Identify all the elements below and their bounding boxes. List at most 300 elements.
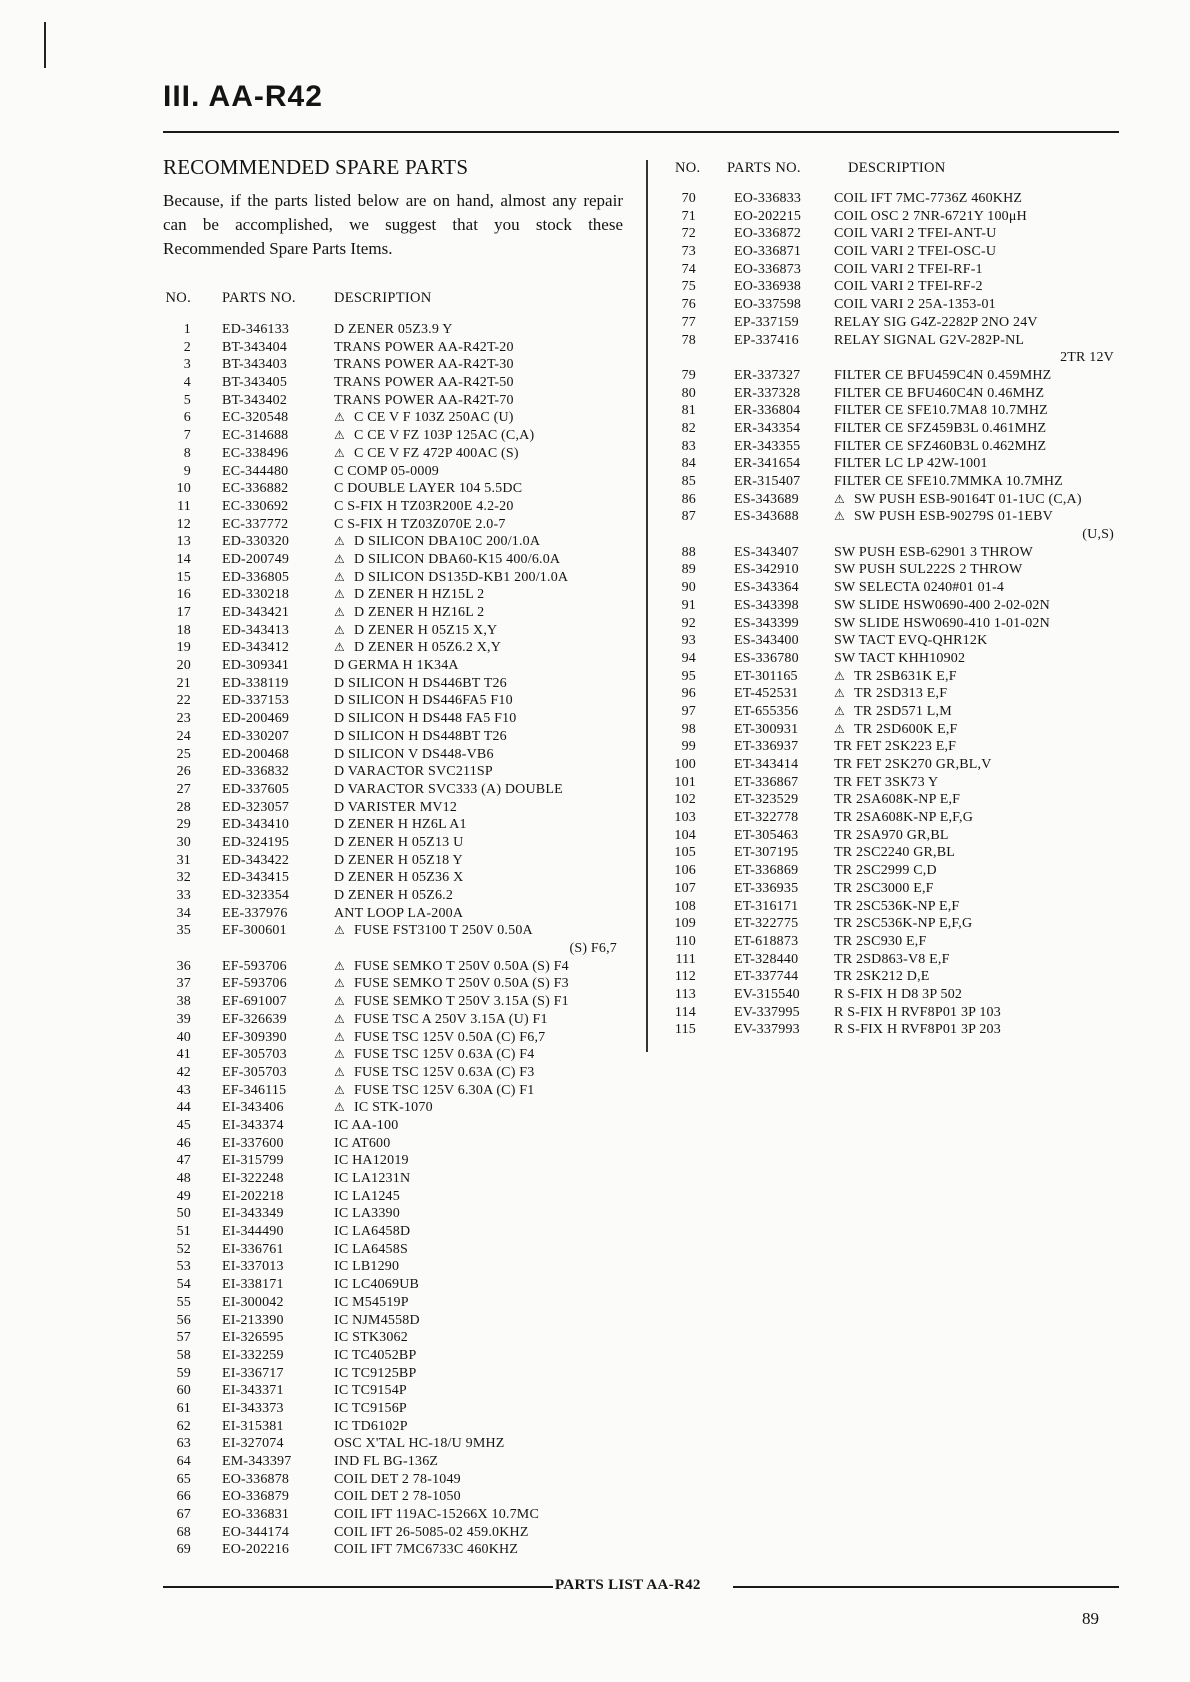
part-number: EP-337416 [734, 332, 799, 348]
table-row [660, 544, 1120, 562]
item-number: 36 [176, 958, 191, 974]
description-continuation: 2TR 12V [1060, 350, 1114, 366]
part-number: EC-330692 [222, 498, 289, 514]
description-text: IC STK-1070 [353, 1100, 433, 1116]
part-number: ET-323529 [734, 792, 799, 808]
table-row [660, 738, 1120, 756]
table-row [660, 685, 1120, 703]
description-text: IC TC9154P [334, 1383, 407, 1399]
table-row [163, 1435, 623, 1453]
part-number: EI-202218 [222, 1188, 284, 1204]
item-number: 84 [681, 456, 696, 472]
part-number: ES-336780 [734, 650, 799, 666]
table-row [163, 604, 623, 622]
table-row [660, 1021, 1120, 1039]
item-number: 24 [176, 728, 191, 744]
part-number: ER-343355 [734, 438, 801, 454]
part-number: ET-336935 [734, 880, 799, 896]
part-description [830, 615, 1124, 633]
page-heading: RECOMMENDED SPARE PARTS [163, 155, 469, 179]
description-text: IC NJM4558D [334, 1312, 420, 1328]
table-row [660, 491, 1120, 509]
table-row [163, 586, 623, 604]
item-number: 3 [183, 357, 191, 373]
description-text: D ZENER H 05Z18 Y [334, 852, 463, 868]
table-row [163, 622, 623, 640]
item-number: 40 [176, 1029, 191, 1045]
part-description [830, 809, 1124, 827]
description-text: FUSE SEMKO T 250V 0.50A (S) F3 [353, 976, 569, 992]
description-text: IC LA6458S [334, 1241, 408, 1257]
warning-icon: ⚠ [834, 686, 845, 701]
part-number: EI-343406 [222, 1100, 284, 1116]
part-description [830, 473, 1124, 491]
part-number: ED-337153 [222, 693, 290, 709]
part-number: EF-309390 [222, 1029, 287, 1045]
item-number: 10 [176, 481, 191, 497]
part-number: EO-336833 [734, 191, 802, 206]
table-row [660, 261, 1120, 279]
table-row [163, 445, 623, 463]
description-text: C S-FIX H TZ03Z070E 2.0-7 [334, 516, 506, 532]
warning-icon: ⚠ [334, 1047, 345, 1062]
item-number: 21 [176, 675, 191, 691]
table-row [660, 986, 1120, 1004]
part-description [331, 445, 624, 463]
description-text: TR 2SD600K E,F [853, 721, 958, 737]
part-description [830, 208, 1124, 226]
description-text: C S-FIX H TZ03R200E 4.2-20 [334, 498, 514, 514]
description-text: SW SELECTA 0240#01 01-4 [834, 580, 1005, 596]
warning-icon: ⚠ [334, 410, 345, 425]
table-row [163, 1453, 623, 1471]
part-number: EM-343397 [222, 1454, 292, 1469]
part-description [331, 958, 624, 976]
part-number: ET-343414 [734, 757, 799, 772]
description-text: COIL VARI 2 TFEI-RF-2 [834, 279, 983, 295]
part-number: EO-336871 [734, 244, 802, 260]
item-number: 1 [183, 322, 191, 337]
description-text: D VARISTER MV12 [334, 799, 458, 815]
page-footer [163, 1577, 1119, 1597]
description-text: TR 2SD863-V8 E,F [834, 951, 950, 967]
item-number: 29 [176, 817, 191, 833]
part-description [331, 781, 624, 799]
description-text: TR 2SA608K-NP E,F,G [834, 810, 974, 826]
page-number: 89 [1082, 1609, 1099, 1628]
table-row [660, 278, 1120, 296]
description-text: TR 2SB631K E,F [853, 668, 957, 684]
description-text: C CE V FZ 472P 400AC (S) [353, 445, 519, 461]
part-description [331, 586, 624, 604]
description-text: FILTER CE BFU459C4N 0.459MHZ [834, 367, 1052, 383]
part-number: EI-336717 [222, 1365, 284, 1381]
description-text: SW TACT EVQ-QHR12K [834, 633, 988, 649]
part-number: ET-305463 [734, 827, 799, 843]
table-row [163, 1365, 623, 1383]
part-description [830, 968, 1124, 986]
part-number: ER-343354 [734, 420, 801, 436]
table-row [163, 887, 623, 905]
part-description [331, 1188, 624, 1206]
table-row [660, 756, 1120, 774]
item-number: 44 [176, 1100, 191, 1116]
description-text: C CE V FZ 103P 125AC (C,A) [353, 428, 535, 444]
table-row [163, 1135, 623, 1153]
part-description [331, 1347, 624, 1365]
table-row [163, 1312, 623, 1330]
item-number: 73 [681, 244, 696, 260]
item-number: 69 [176, 1542, 191, 1558]
warning-icon: ⚠ [334, 1064, 345, 1079]
part-number: ES-343689 [734, 491, 799, 507]
table-row [660, 933, 1120, 951]
item-number: 58 [176, 1347, 191, 1363]
description-text: COIL DET 2 78-1050 [334, 1489, 461, 1505]
part-description [331, 1488, 624, 1506]
part-description [830, 668, 1124, 686]
table-row [163, 1258, 623, 1276]
table-row [660, 827, 1120, 845]
description-text: R S-FIX H D8 3P 502 [834, 986, 963, 1002]
part-description [830, 951, 1124, 969]
description-text: COIL VARI 2 TFEI-ANT-U [834, 226, 997, 242]
description-text: IC AT600 [334, 1135, 391, 1151]
description-text: D ZENER H 05Z36 X [334, 870, 464, 886]
description-text: C DOUBLE LAYER 104 5.5DC [334, 481, 523, 497]
description-text: IND FL BG-136Z [334, 1454, 439, 1469]
part-description [830, 438, 1124, 456]
item-number: 15 [176, 569, 191, 585]
item-number: 11 [177, 498, 191, 514]
item-number: 98 [681, 721, 696, 737]
part-number: EC-314688 [222, 428, 289, 444]
item-number: 105 [674, 845, 696, 861]
table-row [163, 1082, 623, 1100]
part-description [331, 975, 624, 993]
table-row [163, 1294, 623, 1312]
item-number: 23 [176, 711, 191, 727]
part-description [331, 339, 624, 357]
item-number: 88 [681, 544, 696, 560]
part-number: ED-324195 [222, 834, 290, 850]
part-number: EI-337013 [222, 1259, 284, 1275]
item-number: 95 [681, 668, 696, 684]
part-description [830, 650, 1124, 668]
part-description [331, 728, 624, 746]
item-number: 16 [176, 587, 191, 603]
description-text: R S-FIX H RVF8P01 3P 103 [834, 1004, 1001, 1020]
header-parts-no: PARTS NO. [727, 159, 801, 176]
table-row [163, 905, 623, 923]
part-number: EI-332259 [222, 1347, 284, 1363]
item-number: 28 [176, 799, 191, 815]
part-number: EI-326595 [222, 1330, 284, 1346]
description-text: FUSE TSC 125V 6.30A (C) F1 [353, 1082, 535, 1098]
item-number: 81 [681, 403, 696, 419]
part-description [331, 356, 624, 374]
table-row [163, 551, 623, 569]
table-row [163, 1541, 623, 1559]
description-text: C CE V F 103Z 250AC (U) [353, 410, 514, 426]
part-number: EI-343374 [222, 1117, 284, 1133]
part-number: BT-343403 [222, 357, 288, 373]
item-number: 111 [675, 951, 696, 967]
part-description [830, 190, 1124, 208]
part-number: ED-343422 [222, 852, 290, 868]
description-text: TR 2SC536K-NP E,F [834, 898, 960, 914]
description-text: RELAY SIGNAL G2V-282P-NL [834, 332, 1025, 348]
part-number: ET-307195 [734, 845, 799, 861]
part-description [331, 1453, 624, 1471]
part-description [331, 1506, 624, 1524]
part-description [830, 738, 1124, 756]
part-number: ED-343413 [222, 622, 290, 638]
description-text: D ZENER H HZ16L 2 [353, 605, 485, 620]
description-text: RELAY SIG G4Z-2282P 2NO 24V [834, 314, 1038, 330]
part-description [830, 597, 1124, 615]
table-row [660, 915, 1120, 933]
item-number: 100 [674, 757, 696, 772]
description-text: COIL IFT 26-5085-02 459.0KHZ [334, 1524, 529, 1540]
table-row [660, 951, 1120, 969]
description-text: D ZENER H HZ15L 2 [353, 587, 485, 603]
part-description [331, 692, 624, 710]
table-row [163, 639, 623, 657]
part-number: ET-316171 [734, 898, 799, 914]
description-text: FUSE TSC 125V 0.63A (C) F4 [353, 1047, 535, 1063]
item-number: 83 [681, 438, 696, 454]
part-number: EV-315540 [734, 986, 800, 1002]
part-description [830, 791, 1124, 809]
item-number: 4 [183, 375, 191, 391]
item-number: 50 [176, 1206, 191, 1222]
table-row [163, 498, 623, 516]
item-number: 57 [176, 1330, 191, 1346]
part-number: EF-593706 [222, 958, 287, 974]
part-number: ED-330320 [222, 534, 290, 550]
item-number: 112 [674, 969, 696, 985]
table-row [163, 1011, 623, 1029]
description-text: TR 2SC930 E,F [834, 933, 927, 949]
part-number: EO-344174 [222, 1524, 290, 1540]
part-description [331, 639, 624, 657]
description-text: COIL OSC 2 7NR-6721Y 100μH [834, 208, 1027, 224]
part-number: BT-343405 [222, 375, 288, 391]
part-description [331, 1294, 624, 1312]
part-description [331, 1205, 624, 1223]
part-description [830, 508, 1124, 526]
description-text: FILTER CE SFZ459B3L 0.461MHZ [834, 420, 1047, 436]
warning-icon: ⚠ [834, 703, 845, 718]
part-number: ED-343410 [222, 817, 290, 833]
item-number: 86 [681, 491, 696, 507]
table-row [163, 993, 623, 1011]
part-number: EC-336882 [222, 481, 289, 497]
description-text: IC LC4069UB [334, 1277, 420, 1293]
description-text: IC HA12019 [334, 1153, 409, 1169]
table-row [163, 374, 623, 392]
item-number: 30 [176, 834, 191, 850]
table-row [660, 561, 1120, 579]
item-number: 17 [176, 605, 191, 620]
part-number: ED-336805 [222, 569, 290, 585]
table-row [660, 844, 1120, 862]
item-number: 42 [176, 1064, 191, 1080]
header-rule [163, 131, 1119, 133]
description-text: IC AA-100 [334, 1117, 399, 1133]
part-description [331, 1064, 624, 1082]
warning-icon: ⚠ [334, 534, 345, 549]
part-number: EF-593706 [222, 976, 287, 992]
part-number: ES-342910 [734, 562, 799, 578]
table-row [163, 975, 623, 993]
item-number: 26 [176, 764, 191, 780]
description-text: TRANS POWER AA-R42T-30 [334, 357, 514, 373]
item-number: 79 [681, 367, 696, 383]
table-row [163, 1329, 623, 1347]
table-row [163, 1382, 623, 1400]
item-number: 77 [681, 314, 696, 330]
part-description [830, 225, 1124, 243]
part-number: ED-343421 [222, 605, 290, 620]
part-description [331, 1541, 624, 1559]
item-number: 93 [681, 633, 696, 649]
item-number: 5 [183, 392, 191, 408]
part-number: ES-343400 [734, 633, 799, 649]
part-number: EI-338171 [222, 1277, 284, 1293]
part-number: ER-341654 [734, 456, 801, 472]
table-row [660, 898, 1120, 916]
table-row [163, 728, 623, 746]
part-number: EI-315381 [222, 1418, 284, 1434]
item-number: 75 [681, 279, 696, 295]
item-number: 2 [183, 339, 191, 355]
item-number: 62 [176, 1418, 191, 1434]
description-text: FILTER CE SFE10.7MMKA 10.7MHZ [834, 474, 1063, 489]
table-row [660, 703, 1120, 721]
part-number: ED-309341 [222, 658, 290, 674]
description-text: SW PUSH SUL222S 2 THROW [834, 562, 1023, 578]
part-description [331, 374, 624, 392]
item-number: 114 [674, 1004, 696, 1020]
part-number: ED-330218 [222, 587, 290, 603]
description-text: IC LA1231N [334, 1171, 411, 1186]
description-text: D SILICON DBA60-K15 400/6.0A [353, 551, 561, 567]
table-row [163, 569, 623, 587]
table-row [163, 657, 623, 675]
item-number: 108 [674, 898, 696, 914]
item-number: 13 [176, 534, 191, 550]
item-number: 39 [176, 1011, 191, 1027]
part-description [331, 1258, 624, 1276]
item-number: 41 [176, 1047, 191, 1063]
description-text: COIL IFT 7MC6733C 460KHZ [334, 1542, 519, 1558]
part-number: EO-336879 [222, 1489, 290, 1505]
part-description [331, 1082, 624, 1100]
description-text: D SILICON DBA10C 200/1.0A [353, 534, 541, 550]
warning-icon: ⚠ [334, 587, 345, 602]
item-number: 51 [176, 1224, 191, 1240]
table-row [163, 1029, 623, 1047]
description-text: D VARACTOR SVC333 (A) DOUBLE [334, 781, 563, 797]
part-number: ED-200469 [222, 711, 290, 727]
part-description [830, 703, 1124, 721]
part-description [331, 1365, 624, 1383]
part-description [830, 774, 1124, 792]
description-text: D ZENER H HZ6L A1 [334, 817, 467, 833]
part-description [331, 604, 624, 622]
item-number: 49 [176, 1188, 191, 1204]
description-text: COIL VARI 2 25A-1353-01 [834, 297, 996, 313]
part-description [331, 1135, 624, 1153]
description-text: D SILICON DS135D-KB1 200/1.0A [353, 569, 569, 585]
description-text: FILTER CE SFE10.7MA8 10.7MHZ [834, 403, 1048, 419]
description-text: TRANS POWER AA-R42T-70 [334, 392, 514, 408]
description-text: D SILICON H DS446BT T26 [334, 675, 507, 691]
description-text: D ZENER H 05Z6.2 X,Y [353, 640, 502, 656]
warning-icon: ⚠ [334, 958, 345, 973]
description-text: SW SLIDE HSW0690-410 1-01-02N [834, 615, 1050, 631]
item-number: 106 [674, 863, 696, 879]
description-text: IC M54519P [334, 1294, 409, 1310]
item-number: 9 [183, 463, 191, 479]
table-row [163, 834, 623, 852]
item-number: 22 [176, 693, 191, 709]
part-description [331, 1276, 624, 1294]
table-row [163, 692, 623, 710]
table-row [660, 968, 1120, 986]
description-text: SW PUSH ESB-62901 3 THROW [834, 544, 1033, 560]
table-row [163, 869, 623, 887]
item-number: 76 [681, 297, 696, 313]
table-row [163, 1276, 623, 1294]
warning-icon: ⚠ [334, 640, 345, 655]
part-description [331, 498, 624, 516]
item-number: 68 [176, 1524, 191, 1540]
item-number: 97 [681, 703, 696, 719]
warning-icon: ⚠ [834, 509, 845, 524]
part-number: ET-322778 [734, 810, 799, 826]
part-description [331, 409, 624, 427]
item-number: 92 [681, 615, 696, 631]
warning-icon: ⚠ [334, 569, 345, 584]
part-description [331, 1011, 624, 1029]
description-text: COIL VARI 2 TFEI-RF-1 [834, 261, 983, 277]
item-number: 14 [176, 551, 191, 567]
description-text: IC LA3390 [334, 1206, 400, 1222]
table-row [660, 402, 1120, 420]
part-description [830, 844, 1124, 862]
part-number: EI-336761 [222, 1241, 284, 1257]
description-text: D SILICON H DS448BT T26 [334, 728, 507, 744]
description-text: FUSE TSC 125V 0.50A (C) F6,7 [353, 1029, 546, 1045]
part-description [331, 657, 624, 675]
header-description: DESCRIPTION [848, 159, 946, 176]
table-row [163, 1524, 623, 1542]
table-row [660, 438, 1120, 456]
part-description [331, 905, 624, 923]
part-description [830, 420, 1124, 438]
table-row [660, 721, 1120, 739]
part-number: EC-338496 [222, 445, 289, 461]
part-number: EI-343371 [222, 1383, 284, 1399]
part-description [830, 827, 1124, 845]
table-row [660, 774, 1120, 792]
part-number: EI-344490 [222, 1224, 284, 1240]
part-number: EC-337772 [222, 516, 289, 532]
table-row [660, 473, 1120, 491]
